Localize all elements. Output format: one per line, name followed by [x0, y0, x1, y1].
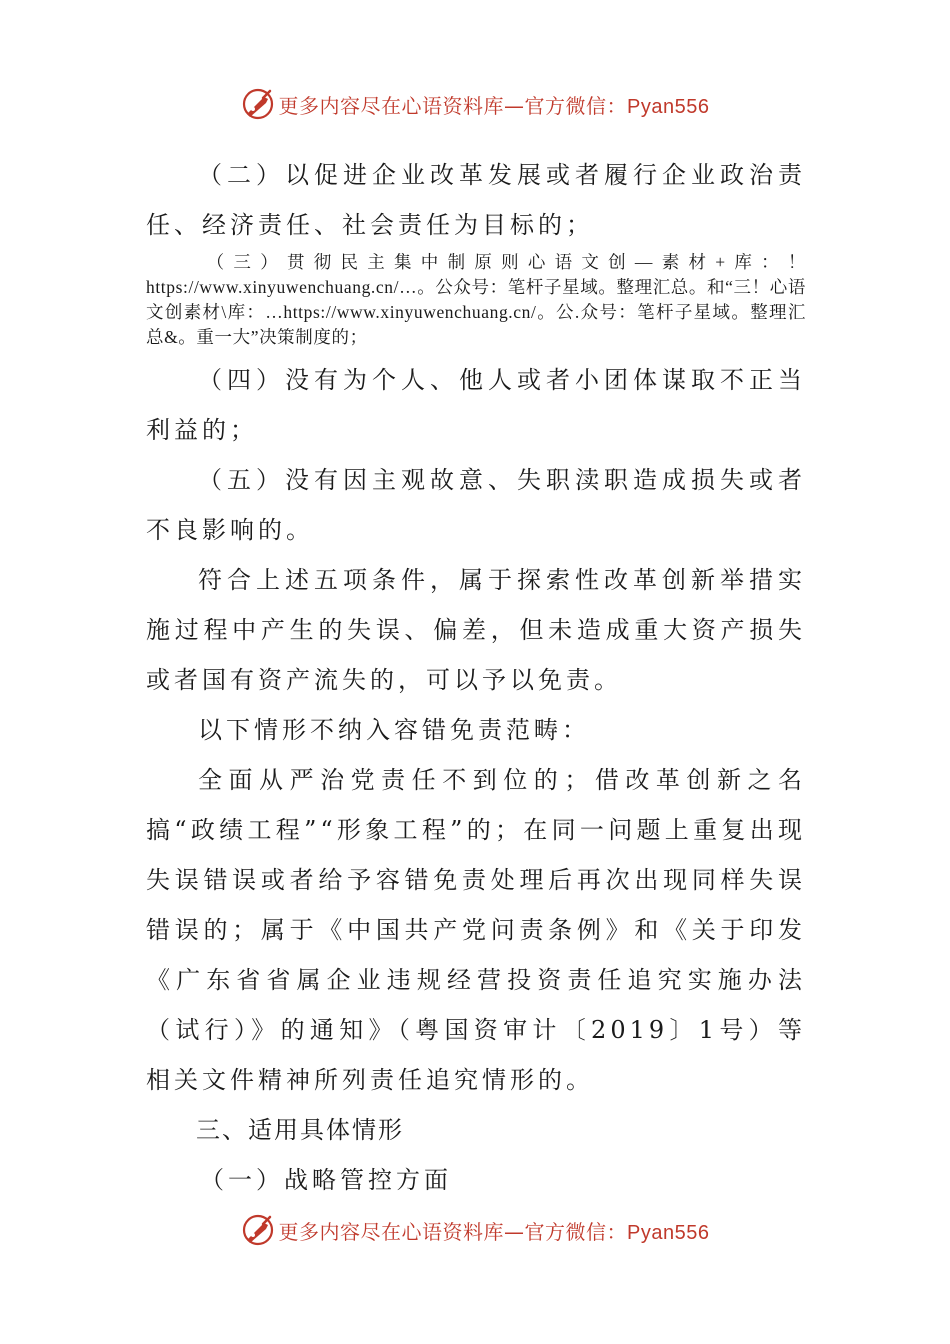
pen-logo-icon [241, 1213, 275, 1247]
document-body [146, 150, 806, 1205]
paragraph-item-5: （五）没有因主观故意、失职渎职造成损失或者不良影响的。 [146, 466, 806, 544]
paragraph-item-2: （二）以促进企业改革发展或者履行企业政治责任、经济责任、社会责任为目标的； [146, 161, 806, 239]
paragraph-conditions-summary: 符合上述五项条件，属于探索性改革创新举措实施过程中产生的失误、偏差，但未造成重大资产损失或者国有资产流失的，可以予以免责。 [146, 566, 806, 694]
section-subheading: （一）战略管控方面 [200, 1166, 452, 1194]
footer-banner [0, 1212, 950, 1248]
section-heading: 三、适用具体情形 [196, 1116, 404, 1144]
header-banner [0, 86, 950, 122]
footer-brand-id: Pyan556 [627, 1221, 710, 1244]
paragraph-item-3: （三）贯彻民主集中制原则心语文创—素材+库：！https://www.xinyuwenchuang.cn/…。公众号：笔杆子星域。整理汇总。和“三！心语文创素材\库：…https://www.xinyuwenchuang.cn/。公.众号：笔杆子星域。整理汇总&。重一大”决策制度的； [146, 252, 806, 347]
header-brand-id: Pyan556 [627, 95, 710, 118]
header-brand-text: 更多内容尽在心语资料库—官方微信：Pyan556 [278, 93, 710, 118]
footer-brand-text: 更多内容尽在心语资料库—官方微信：Pyan556 [278, 1219, 710, 1244]
paragraph-item-4: （四）没有为个人、他人或者小团体谋取不正当利益的； [146, 366, 806, 444]
paragraph-exclusions-intro: 以下情形不纳入容错免责范畴： [198, 716, 590, 744]
pen-logo-icon [241, 87, 275, 121]
paragraph-exclusions-list: 全面从严治党责任不到位的；借改革创新之名搞“政绩工程”“形象工程”的；在同一问题上重复出现失误错误或者给予容错免责处理后再次出现同样失误错误的；属于《中国共产党问责条例》和《关于印发《广东省省属企业违规经营投资责任追究实施办法（试行）》的通知》（粤国资审计〔2019〕1号）等相关文件精神所列责任追究情形的。 [146, 766, 806, 1094]
